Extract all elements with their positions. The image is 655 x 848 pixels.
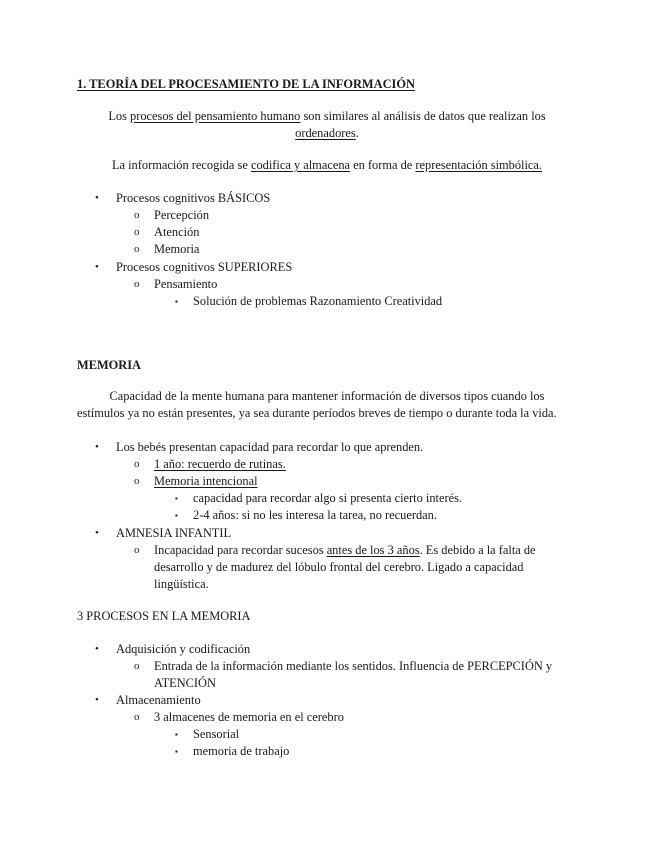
circle-marker: o	[134, 278, 140, 290]
list-item-acquisition-line2: ATENCIÓN	[154, 676, 216, 690]
bullet-marker: •	[95, 694, 99, 706]
list-item-perception: Percepción	[154, 208, 210, 222]
list-item-thought-sub: Solución de problemas Razonamiento Creatividad	[193, 294, 443, 308]
section-title-processes: 3 PROCESOS EN LA MEMORIA	[77, 609, 251, 623]
bullet-marker: •	[95, 261, 99, 273]
list-item-thought: Pensamiento	[154, 277, 218, 291]
square-marker: ▪	[175, 297, 178, 306]
list-item-attention: Atención	[154, 225, 200, 239]
bullet-marker: •	[95, 192, 99, 204]
list-item-memory: Memoria	[154, 242, 200, 256]
list-item-storage: Almacenamiento	[116, 693, 201, 707]
paragraph-memory-line1: Capacidad de la mente humana para mantener información de diversos tipos cuando los	[109, 389, 545, 403]
square-marker: ▪	[175, 747, 178, 756]
list-item-babies: Los bebés presentan capacidad para recordar lo que aprenden.	[116, 440, 424, 454]
paragraph-memory-line2: estímulos ya no están presentes, ya sea durante períodos breves de tiempo o durante toda la vida.	[77, 406, 557, 420]
list-item-intentional: Memoria intencional	[154, 474, 258, 488]
square-marker: ▪	[175, 730, 178, 739]
list-item-amnesia: AMNESIA INFANTIL	[116, 526, 232, 540]
list-item-intentional-a: capacidad para recordar algo si presenta cierto interés.	[193, 491, 463, 505]
circle-marker: o	[134, 711, 140, 723]
square-marker: ▪	[175, 511, 178, 520]
section-title-processing: 1. TEORÍA DEL PROCESAMIENTO DE LA INFORMACIÓN	[77, 77, 415, 91]
list-item-amnesia-line2: desarrollo y de madurez del lóbulo frontal del cerebro. Ligado a capacidad	[154, 560, 524, 574]
section-title-memory: MEMORIA	[77, 358, 142, 372]
list-item-working: memoria de trabajo	[193, 744, 290, 758]
bullet-marker: •	[95, 527, 99, 539]
paragraph-information: La información recogida se codifica y almacena en forma de representación simbólica.	[111, 158, 543, 172]
list-item-acquisition-line1: Entrada de la información mediante los sentidos. Influencia de PERCEPCIÓN y	[154, 659, 553, 673]
list-item-basic: Procesos cognitivos BÁSICOS	[116, 191, 271, 205]
circle-marker: o	[134, 458, 140, 470]
circle-marker: o	[134, 209, 140, 221]
list-item-sensorial: Sensorial	[193, 727, 240, 741]
circle-marker: o	[134, 475, 140, 487]
list-item-amnesia-line1: Incapacidad para recordar sucesos antes de los 3 años. Es debido a la falta de	[154, 543, 536, 557]
square-marker: ▪	[175, 494, 178, 503]
list-item-year1: 1 año: recuerdo de rutinas.	[154, 457, 286, 471]
list-item-intentional-b: 2-4 años: si no les interesa la tarea, no recuerdan.	[193, 508, 437, 522]
circle-marker: o	[134, 544, 140, 556]
paragraph-processes-line2: ordenadores.	[295, 126, 359, 140]
circle-marker: o	[134, 243, 140, 255]
bullet-marker: •	[95, 643, 99, 655]
list-item-storage-sub: 3 almacenes de memoria en el cerebro	[154, 710, 344, 724]
list-item-superior: Procesos cognitivos SUPERIORES	[116, 260, 293, 274]
bullet-marker: •	[95, 441, 99, 453]
paragraph-processes-line1: Los procesos del pensamiento humano son similares al análisis de datos que realizan los	[108, 109, 546, 123]
circle-marker: o	[134, 226, 140, 238]
circle-marker: o	[134, 660, 140, 672]
list-item-acquisition: Adquisición y codificación	[116, 642, 251, 656]
list-item-amnesia-line3: lingüística.	[154, 577, 209, 591]
